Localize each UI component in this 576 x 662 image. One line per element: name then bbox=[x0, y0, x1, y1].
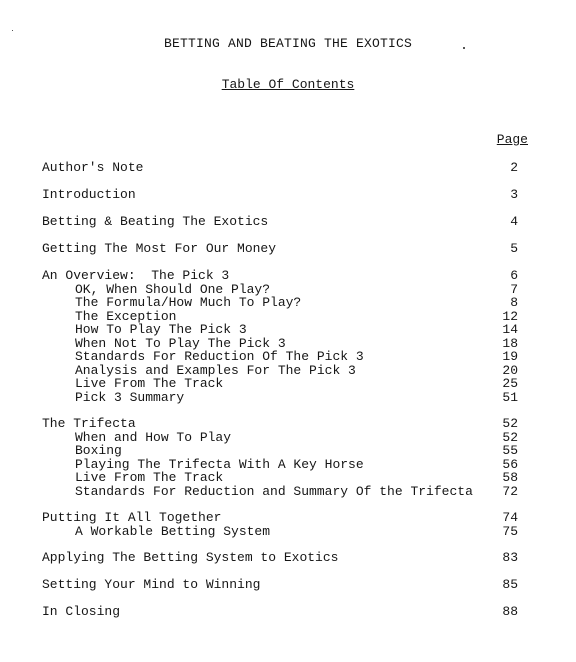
toc-entry-page: 6 bbox=[510, 268, 518, 283]
toc-heading bbox=[0, 77, 576, 92]
toc-entry-page: 5 bbox=[510, 241, 518, 256]
toc-entry-page: 56 bbox=[502, 456, 518, 472]
toc-subentry bbox=[0, 390, 576, 405]
toc-entry-title: In Closing bbox=[42, 604, 121, 619]
page-column-heading: Page bbox=[496, 132, 528, 147]
toc-entry-page: 83 bbox=[502, 550, 518, 565]
toc-entry-page: 19 bbox=[502, 349, 518, 364]
toc-entry bbox=[0, 604, 576, 619]
toc-entry-title: OK, When Should One Play? bbox=[75, 281, 271, 297]
toc-entry-page: 72 bbox=[502, 483, 518, 499]
toc-entry bbox=[0, 550, 576, 565]
toc-entry-page: 8 bbox=[510, 295, 518, 310]
toc-subentry bbox=[0, 524, 576, 539]
toc-entry-page: 18 bbox=[502, 335, 518, 351]
toc-entry-title: When Not To Play The Pick 3 bbox=[75, 335, 286, 351]
scan-speck bbox=[12, 30, 13, 31]
toc-entry bbox=[0, 214, 576, 229]
toc-entry-page: 20 bbox=[502, 362, 518, 378]
toc-entry-title: Introduction bbox=[42, 187, 136, 202]
toc-entry-title: How To Play The Pick 3 bbox=[75, 322, 247, 337]
toc-entry-page: 55 bbox=[502, 443, 518, 458]
toc-entry-title: Applying The Betting System to Exotics bbox=[42, 550, 339, 565]
toc-entry-title: Standards For Reduction Of The Pick 3 bbox=[75, 349, 364, 364]
toc-entry bbox=[0, 187, 576, 202]
toc-entry-title: Betting & Beating The Exotics bbox=[42, 214, 269, 229]
toc-entry-page: 58 bbox=[502, 470, 518, 485]
toc-entry-title: Getting The Most For Our Money bbox=[42, 241, 277, 256]
toc-entry-title: The Exception bbox=[75, 308, 177, 324]
toc-entry-title: Setting Your Mind to Winning bbox=[42, 577, 261, 592]
toc-entry bbox=[0, 160, 576, 175]
toc-entry-page: 14 bbox=[502, 322, 518, 337]
toc-entry-page: 74 bbox=[502, 510, 518, 525]
toc-entry-page: 52 bbox=[502, 429, 518, 445]
toc-entry-page: 51 bbox=[502, 389, 518, 405]
toc-entry-page: 52 bbox=[502, 416, 518, 431]
toc-entry-title: Playing The Trifecta With A Key Horse bbox=[75, 456, 364, 472]
toc-heading-text: Table Of Contents bbox=[221, 77, 355, 92]
toc-entry-title: Boxing bbox=[75, 443, 122, 458]
toc-entry-title: When and How To Play bbox=[75, 429, 232, 445]
toc-entry-title: Pick 3 Summary bbox=[75, 389, 185, 405]
toc-entry-page: 12 bbox=[502, 308, 518, 324]
toc-entry-title: The Trifecta bbox=[42, 416, 136, 431]
toc-entry-page: 85 bbox=[502, 577, 518, 592]
toc-entry-title: The Formula/How Much To Play? bbox=[75, 295, 302, 310]
toc-entry-page: 25 bbox=[502, 376, 518, 391]
toc-entry-page: 4 bbox=[510, 214, 518, 229]
toc-entry-title: Author's Note bbox=[42, 160, 144, 175]
toc-entry-page: 88 bbox=[502, 604, 518, 619]
toc-entry-title: Putting It All Together bbox=[42, 510, 222, 525]
document-title: BETTING AND BEATING THE EXOTICS bbox=[163, 36, 413, 51]
toc-entry-title: Analysis and Examples For The Pick 3 bbox=[75, 362, 356, 378]
toc-entry-title: A Workable Betting System bbox=[75, 523, 271, 539]
toc-subentry bbox=[0, 484, 576, 499]
toc-entry bbox=[0, 577, 576, 592]
toc-entry bbox=[0, 241, 576, 256]
toc-entry-title: Standards For Reduction and Summary Of the Trifecta bbox=[75, 483, 473, 499]
toc-entry-title: An Overview: The Pick 3 bbox=[42, 268, 230, 283]
scan-speck bbox=[463, 47, 465, 49]
toc-entry-title: Live From The Track bbox=[75, 376, 224, 391]
toc-entry-page: 3 bbox=[510, 187, 518, 202]
toc-entry-title: Live From The Track bbox=[75, 470, 224, 485]
toc-entry-page: 2 bbox=[510, 160, 518, 175]
toc-entry-page: 75 bbox=[502, 523, 518, 539]
toc-entry-page: 7 bbox=[510, 281, 518, 297]
